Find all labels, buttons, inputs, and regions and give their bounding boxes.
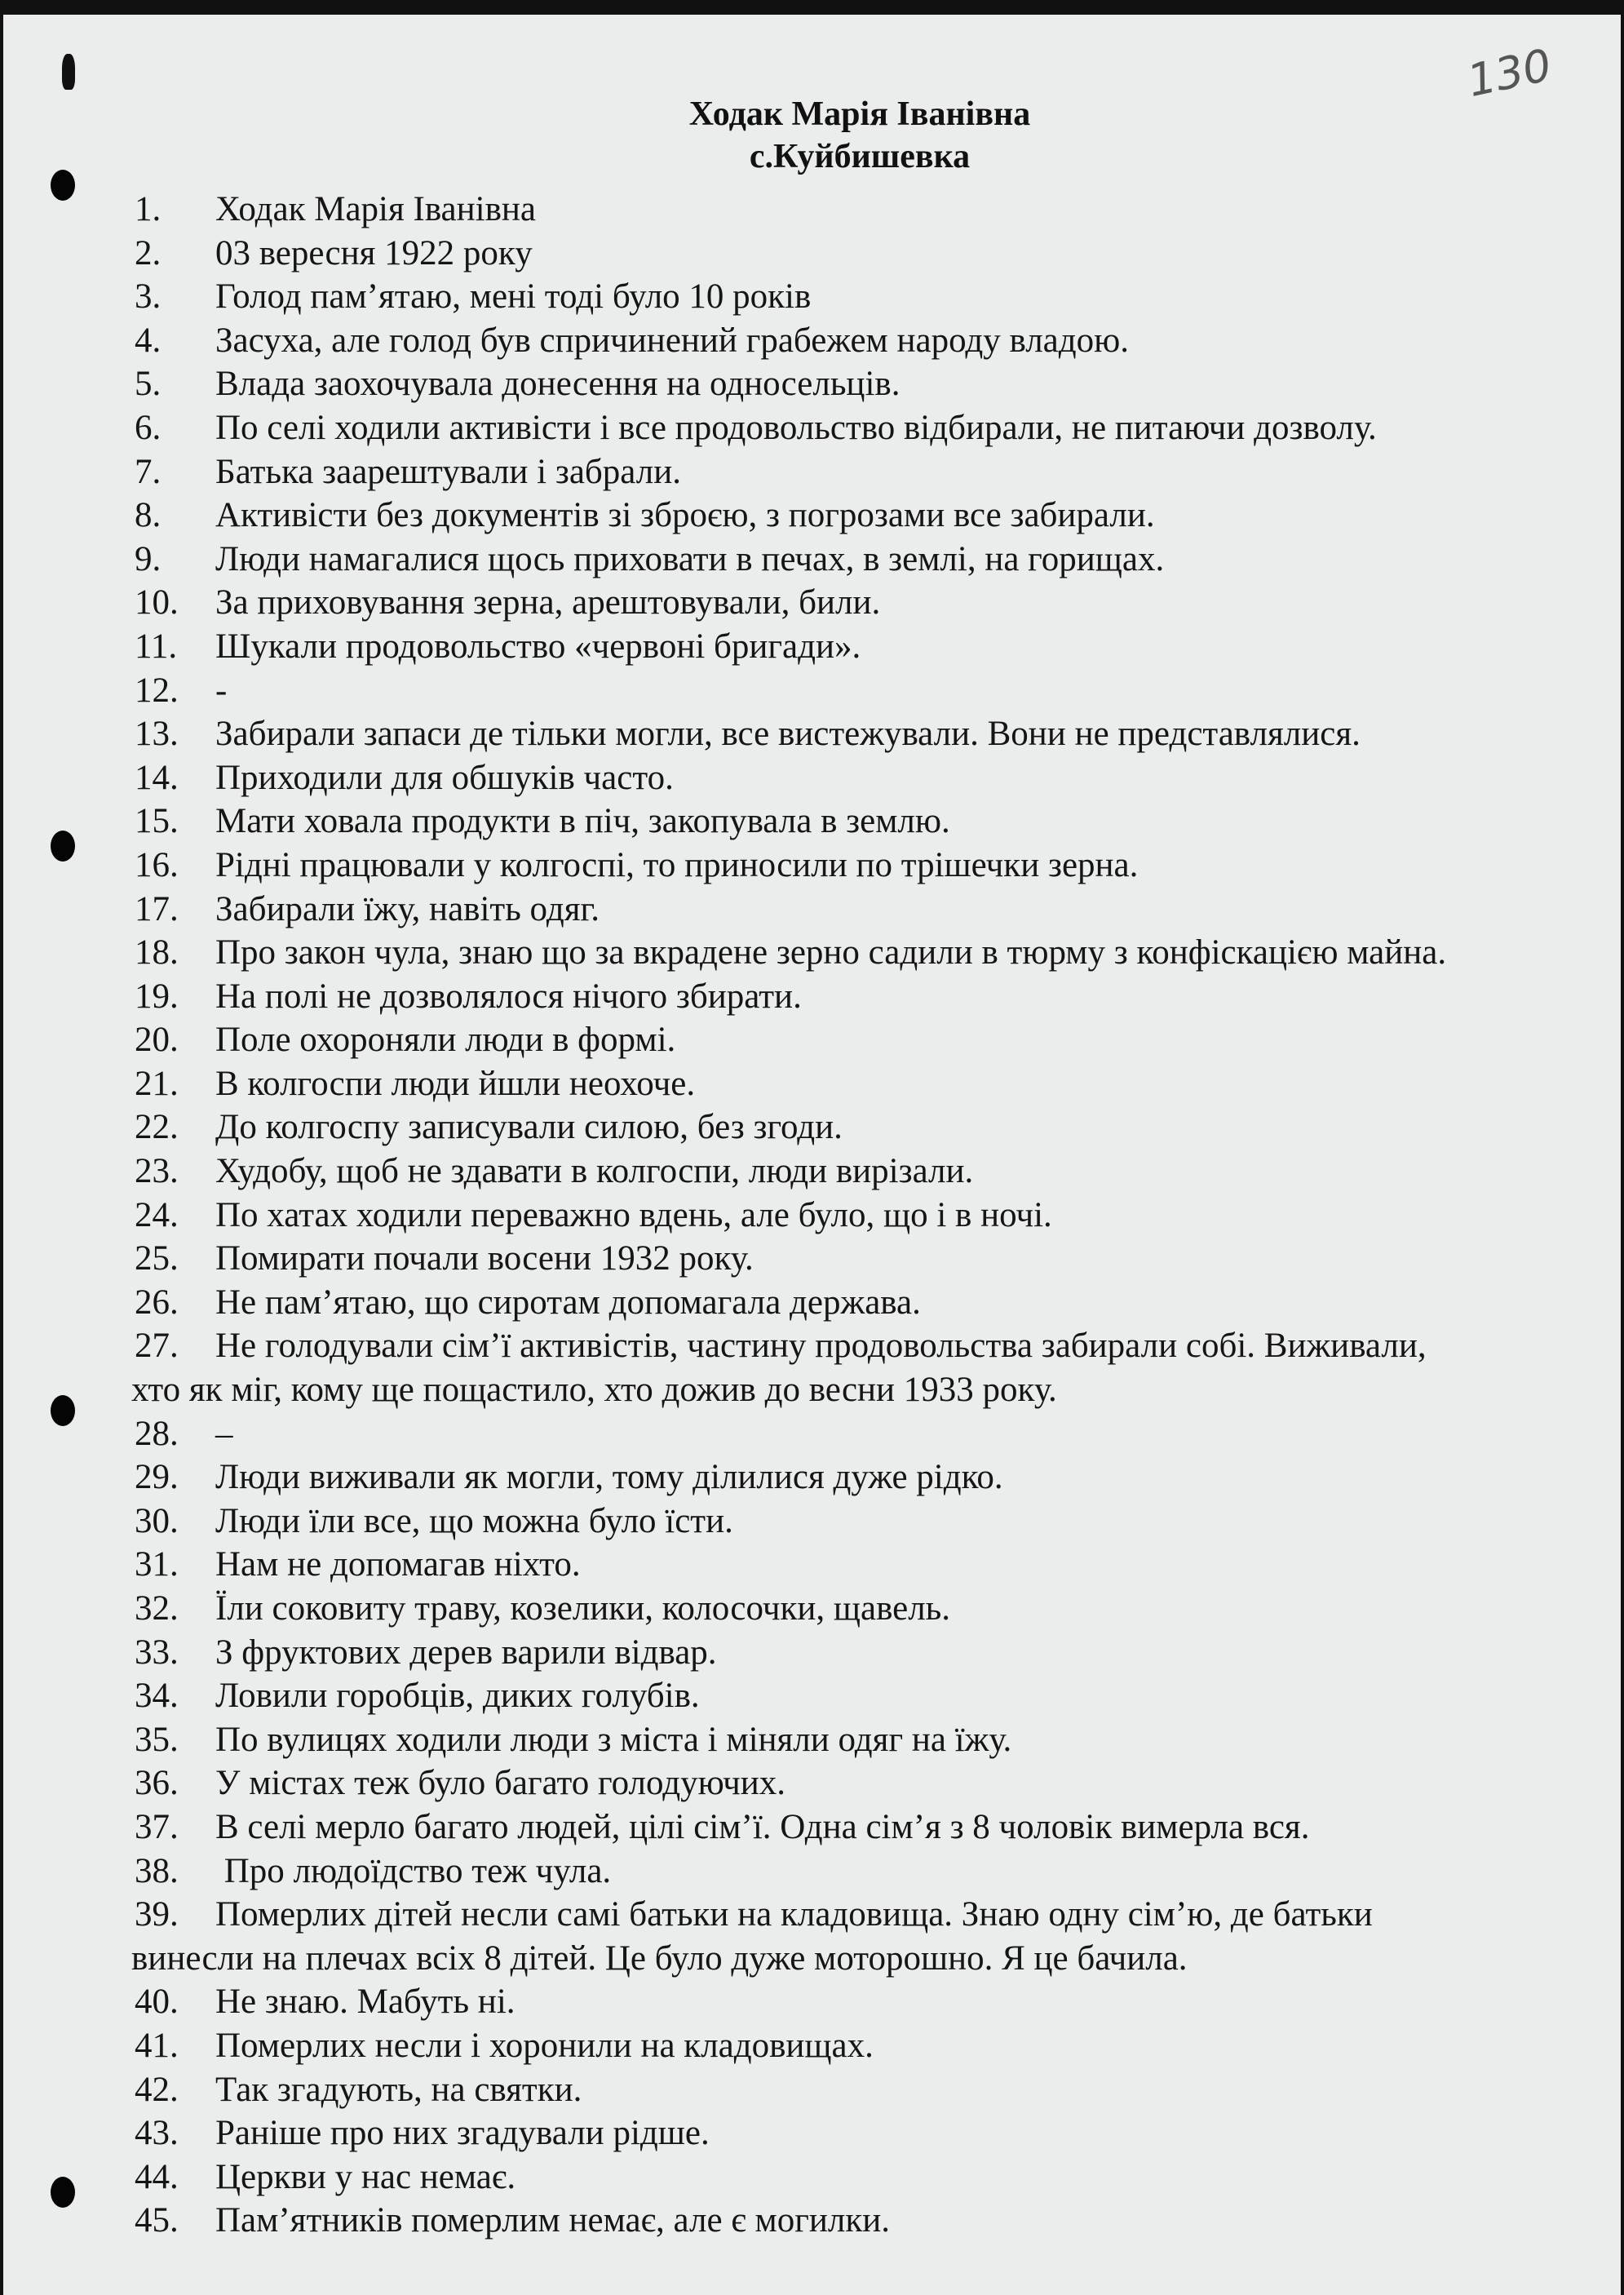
item-number: 1. [135, 190, 162, 228]
item-text: Їли соковиту траву, козелики, колосочки, щавель. [215, 1589, 951, 1628]
list-item [135, 2024, 1554, 2068]
item-number: 25. [135, 1239, 179, 1278]
item-text-continuation: хто як міг, кому ще пощастило, хто дожив до весни 1933 року. [131, 1371, 1057, 1410]
item-text: Забирали їжу, навіть одяг. [215, 889, 600, 928]
document-title: Ходак Марія Іванівна [688, 95, 1031, 133]
item-number: 35. [135, 1720, 179, 1759]
item-text: В колгоспи люди йшли неохоче. [215, 1064, 696, 1103]
ink-blot [62, 54, 75, 90]
item-number: 24. [135, 1195, 179, 1234]
list-item [135, 844, 1554, 888]
punch-hole [51, 1395, 75, 1426]
item-number: 18. [135, 933, 179, 972]
item-number: 6. [135, 408, 162, 447]
list-item [135, 362, 1554, 406]
item-text: Померлих дітей несли самі батьки на кладовища. Знаю одну сім’ю, де батьки [215, 1895, 1373, 1934]
item-number: 2. [135, 233, 162, 272]
item-number: 16. [135, 845, 179, 884]
item-text: На полі не дозволялося нічого збирати. [215, 977, 802, 1016]
item-number: 37. [135, 1807, 179, 1846]
document-subtitle: с.Куйбишевка [749, 138, 971, 175]
list-item [135, 625, 1554, 669]
list-item [135, 1805, 1554, 1850]
item-text: Голод пам’ятаю, мені тоді було 10 років [215, 277, 812, 317]
item-number: 29. [135, 1458, 179, 1497]
item-text: Ловили горобців, диких голубів. [215, 1677, 700, 1716]
item-number: 3. [135, 277, 162, 317]
item-number: 43. [135, 2114, 179, 2153]
item-number: 4. [135, 321, 162, 360]
list-item [135, 756, 1554, 800]
item-text: Люди виживали як могли, тому ділилися дуже рідко. [215, 1458, 1003, 1497]
item-number: 44. [135, 2157, 179, 2196]
item-number: 13. [135, 715, 179, 754]
list-item [135, 2111, 1554, 2155]
list-item [135, 931, 1554, 975]
item-number: 33. [135, 1633, 179, 1672]
item-number: 28. [135, 1414, 179, 1453]
list-item [135, 975, 1554, 1019]
item-text: Не знаю. Мабуть ні. [215, 1983, 516, 2022]
list-item [135, 1500, 1554, 1544]
item-text: Раніше про них згадували рідше. [215, 2114, 710, 2153]
list-item [135, 319, 1554, 363]
item-text: По селі ходили активісти і все продовольство відбирали, не питаючи дозволу. [215, 408, 1377, 447]
item-text: Не пам’ятаю, що сиротам допомагала держава. [215, 1283, 921, 1322]
item-number: 22. [135, 1108, 179, 1147]
item-text: Шукали продовольство «червоні бригади». [215, 627, 861, 666]
list-item [135, 1105, 1554, 1150]
list-item [135, 232, 1554, 276]
list-item [135, 406, 1554, 450]
item-text: Пам’ятників померлим немає, але є могилки. [215, 2201, 890, 2240]
list-item [135, 712, 1554, 756]
item-text: 03 вересня 1922 року [215, 233, 533, 272]
item-text: Ходак Марія Іванівна [215, 190, 537, 228]
answer-list [131, 188, 1554, 2243]
item-number: 14. [135, 758, 179, 797]
item-number: 20. [135, 1021, 179, 1060]
item-text: - [215, 671, 228, 710]
item-number: 38. [135, 1851, 179, 1890]
item-number: 17. [135, 889, 179, 928]
item-text: – [215, 1414, 233, 1453]
item-number: 27. [135, 1327, 179, 1366]
list-item [135, 888, 1554, 932]
item-text: Рідні працювали у колгоспі, то приносили по трішечки зерна. [215, 845, 1139, 884]
item-text: В селі мерло багато людей, цілі сім’ї. Одна сім’я з 8 чоловік вимерла вся. [215, 1807, 1310, 1846]
item-text: Про закон чула, знаю що за вкрадене зерно садили в тюрму з конфіскацією майна. [215, 933, 1447, 972]
list-item [135, 581, 1554, 625]
list-item [135, 1237, 1554, 1281]
item-number: 21. [135, 1064, 179, 1103]
list-item [135, 1761, 1554, 1805]
item-text: Батька заарештували і забрали. [215, 452, 681, 491]
item-text: Поле охороняли люди в формі. [215, 1021, 676, 1060]
list-item [135, 1674, 1554, 1718]
item-text: З фруктових дерев варили відвар. [215, 1633, 717, 1672]
item-number: 12. [135, 671, 179, 710]
item-number: 15. [135, 802, 179, 841]
list-item [135, 1980, 1554, 2024]
list-item [135, 275, 1554, 319]
item-text: Засуха, але голод був спричинений грабежем народу владою. [215, 321, 1130, 360]
list-item [135, 2068, 1554, 2112]
item-number: 34. [135, 1677, 179, 1716]
item-number: 10. [135, 583, 179, 622]
item-text: Приходили для обшуків часто. [215, 758, 674, 797]
list-item [135, 1062, 1554, 1106]
item-number: 36. [135, 1764, 179, 1803]
list-item [135, 1587, 1554, 1631]
item-number: 32. [135, 1589, 179, 1628]
document-page [3, 15, 1621, 2295]
item-text: По вулицях ходили люди з міста і міняли одяг на їжу. [215, 1720, 1012, 1759]
item-text: Влада заохочувала донесення на односельців. [215, 365, 901, 404]
item-number: 26. [135, 1283, 179, 1322]
item-number: 9. [135, 539, 162, 578]
list-item [135, 1324, 1554, 1368]
item-number: 40. [135, 1983, 179, 2022]
list-item [135, 1018, 1554, 1062]
item-text: Люди намагалися щось приховати в печах, в землі, на горищах. [215, 539, 1165, 578]
item-number: 7. [135, 452, 162, 491]
list-item [135, 188, 1554, 232]
item-text: Померлих несли і хоронили на кладовищах. [215, 2026, 874, 2065]
item-number: 5. [135, 365, 162, 404]
item-number: 30. [135, 1501, 179, 1540]
list-item [135, 1850, 1554, 1894]
item-number: 42. [135, 2070, 179, 2109]
item-text: Мати ховала продукти в піч, закопувала в землю. [215, 802, 950, 841]
handwritten-page-number: 130 [1462, 38, 1556, 108]
list-item [135, 1543, 1554, 1587]
list-item [135, 669, 1554, 713]
list-item [135, 494, 1554, 538]
list-item [135, 1893, 1554, 1937]
item-text: До колгоспу записували силою, без згоди. [215, 1108, 843, 1147]
list-item [135, 800, 1554, 844]
item-text: Помирати почали восени 1932 року. [215, 1239, 754, 1278]
list-item [135, 538, 1554, 582]
list-item [135, 2155, 1554, 2200]
item-number: 23. [135, 1152, 179, 1191]
item-number: 41. [135, 2026, 179, 2065]
list-item [135, 1718, 1554, 1762]
item-text: Худобу, щоб не здавати в колгоспи, люди вирізали. [215, 1152, 974, 1191]
item-text-continuation: винесли на плечах всіх 8 дітей. Це було дуже моторошно. Я це бачила. [131, 1938, 1188, 1978]
item-text: За приховування зерна, арештовували, били. [215, 583, 881, 622]
item-number: 45. [135, 2201, 179, 2240]
item-text: Забирали запаси де тільки могли, все вистежували. Вони не представлялися. [215, 715, 1361, 754]
punch-hole [51, 831, 75, 862]
item-number: 31. [135, 1545, 179, 1584]
item-text: Про людоїдство теж чула. [215, 1851, 612, 1890]
list-item [135, 1150, 1554, 1194]
list-item [135, 1281, 1554, 1325]
item-number: 19. [135, 977, 179, 1016]
list-item [135, 1455, 1554, 1500]
item-number: 8. [135, 496, 162, 535]
list-item [135, 1631, 1554, 1675]
punch-hole [51, 170, 75, 201]
item-text: Так згадують, на святки. [215, 2070, 582, 2109]
item-text: Люди їли все, що можна було їсти. [215, 1501, 733, 1540]
item-number: 39. [135, 1895, 179, 1934]
list-item [135, 2199, 1554, 2243]
item-text: Активісти без документів зі зброєю, з погрозами все забирали. [215, 496, 1155, 535]
list-item [135, 450, 1554, 494]
item-text: По хатах ходили переважно вдень, але було, що і в ночі. [215, 1195, 1052, 1234]
item-number: 11. [135, 627, 178, 666]
list-item [135, 1194, 1554, 1238]
item-text: Не голодували сім’ї активістів, частину продовольства забирали собі. Виживали, [215, 1327, 1427, 1366]
item-text: Нам не допомагав ніхто. [215, 1545, 581, 1584]
list-item [135, 1412, 1554, 1456]
item-text: У містах теж було багато голодуючих. [215, 1764, 786, 1803]
punch-hole [51, 2177, 75, 2208]
item-text: Церкви у нас немає. [215, 2157, 516, 2196]
